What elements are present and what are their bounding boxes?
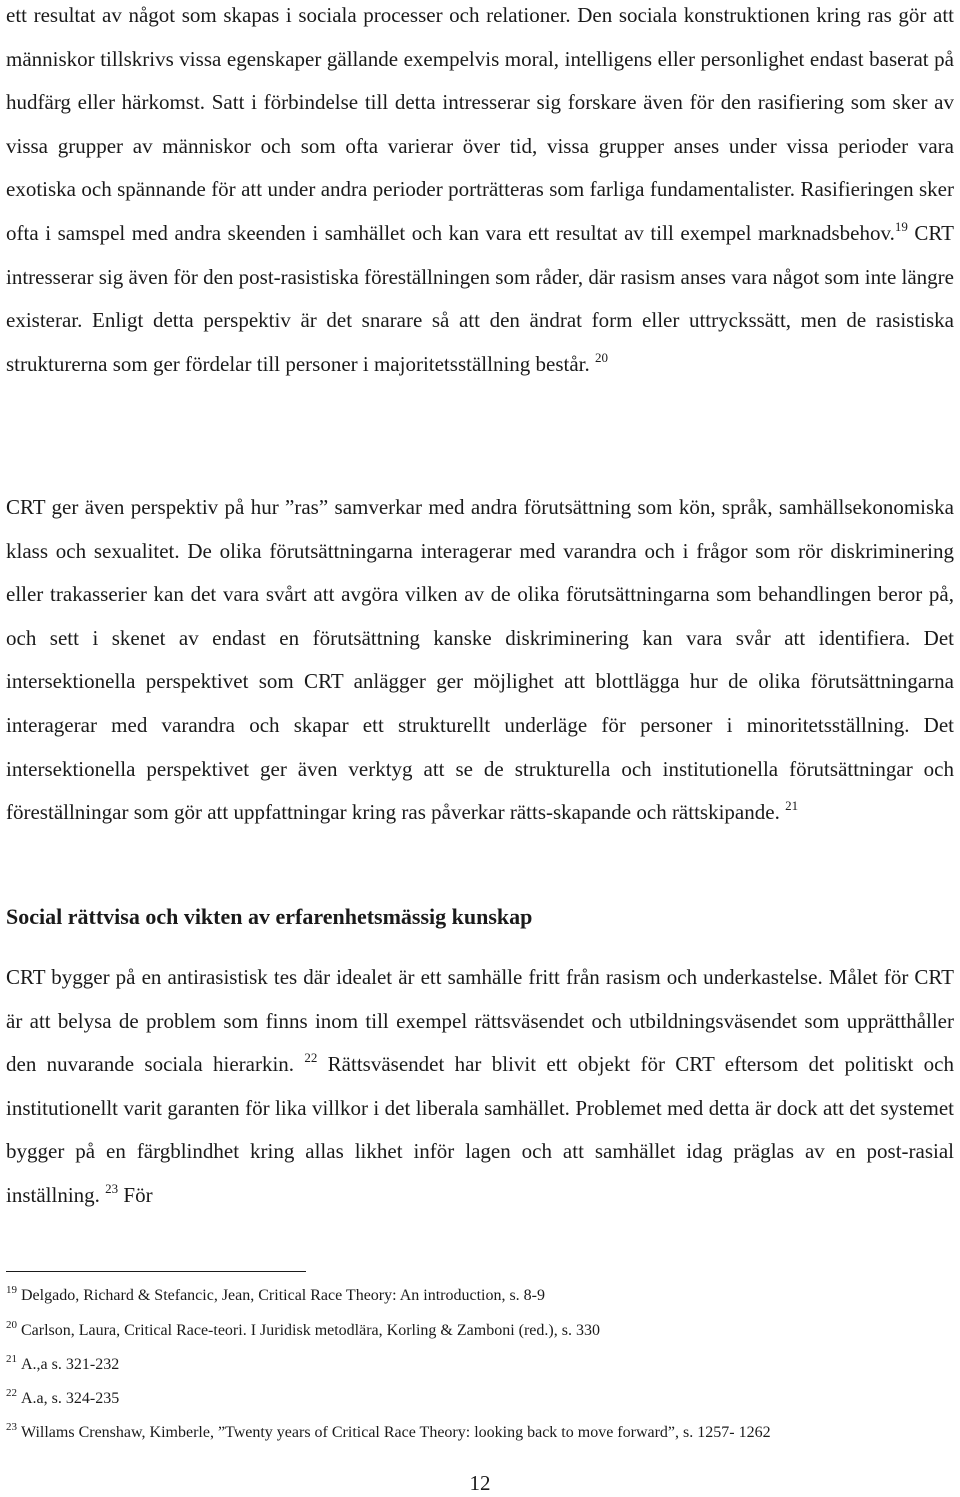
body-paragraph-3 xyxy=(6,956,954,1218)
footnote-ref-21[interactable]: 21 xyxy=(785,798,799,814)
paragraph-text: För xyxy=(118,1182,153,1207)
footnote-ref-19[interactable]: 19 xyxy=(894,218,908,234)
footnote-19 xyxy=(6,1286,954,1306)
body-paragraph-1 xyxy=(6,0,954,386)
footnote-number: 20 xyxy=(6,1319,17,1331)
footnote-text: Carlson, Laura, Critical Race-teori. I Juridisk metodlära, Korling & Zamboni (red.), s. 330 xyxy=(21,1322,600,1339)
body-paragraph-2 xyxy=(6,486,954,835)
footnote-number: 21 xyxy=(6,1353,17,1365)
footnote-23 xyxy=(6,1423,954,1443)
paragraph-text: CRT ger även perspektiv på hur ”ras” samverkar med andra förutsättning som kön, språk, samhällsekonomiska klass och sexualitet. De olika förutsättningarna interagerar med varandra och i frågor som rör diskriminering eller trakasserier kan det vara svårt att avgöra vilken av de olika förutsättningarna som behandlingen beror på, och sett i skenet av endast en förutsättning kanske diskriminering kan vara svår att identifiera. Det intersektionella perspektivet som CRT anlägger ger möjlighet att blottlägga hur de olika förutsättningarna interagerar med varandra och skapar ett strukturellt underläge för personer i minoritetsställning. Det intersektionella perspektivet ger även verktyg att se de strukturella och institutionella förutsättningar och föreställningar som gör att uppfattningar kring ras påverkar rätts-skapande och rättskipande. xyxy=(6,495,954,825)
paragraph-text: CRT intresserar sig även för den post-rasistiska föreställningen som råder, där rasism anses vara något som inte längre existerar. Enligt detta perspektiv är det snarare så att den ändrat form eller uttryckssätt, men de rasistiska strukturerna som ger fördelar till personer i majoritetsställning består. xyxy=(6,220,954,376)
footnote-ref-23[interactable]: 23 xyxy=(105,1180,119,1196)
footnote-separator xyxy=(6,1271,306,1272)
paragraph-text: CRT bygger på en antirasistisk tes där idealet är ett samhälle fritt från rasism och underkastelse. Målet för CRT är att belysa de problem som finns inom till exempel rättsväsendet och utbildningsväsendet som upprätthåller den nuvarande sociala hierarkin. xyxy=(6,965,954,1077)
footnote-text: A.a, s. 324-235 xyxy=(21,1390,120,1407)
section-heading: Social rättvisa och vikten av erfarenhetsmässig kunskap xyxy=(6,904,533,929)
footnote-text: Delgado, Richard & Stefancic, Jean, Critical Race Theory: An introduction, s. 8-9 xyxy=(21,1287,546,1304)
page-number: 12 xyxy=(469,1471,491,1495)
footnote-ref-22[interactable]: 22 xyxy=(304,1050,318,1066)
footnote-text: Willams Crenshaw, Kimberle, ”Twenty years of Critical Race Theory: looking back to move forward”, s. 1257- 1262 xyxy=(21,1424,771,1441)
footnote-22 xyxy=(6,1389,954,1409)
footnote-number: 19 xyxy=(6,1284,17,1296)
footnote-ref-20[interactable]: 20 xyxy=(595,349,609,365)
footnote-21 xyxy=(6,1355,954,1375)
paragraph-text: Rättsväsendet har blivit ett objekt för CRT eftersom det politiskt och institutionellt varit garanten för lika villkor i det liberala samhället. Problemet med detta är dock att det systemet bygger på en färgblindhet kring allas likhet inför lagen och att samhället idag präglas av en post-rasial inställning. xyxy=(6,1052,954,1207)
footnote-text: A.,a s. 321-232 xyxy=(21,1356,120,1373)
footnote-number: 23 xyxy=(6,1421,17,1433)
footnote-number: 22 xyxy=(6,1387,17,1399)
paragraph-text: ett resultat av något som skapas i sociala processer och relationer. Den sociala konstruktionen kring ras gör att människor tillskrivs vissa egenskaper gällande exempelvis moral, intelligens eller personlighet endast baserat på hudfärg eller härkomst. Satt i förbindelse till detta intresserar sig forskare även för den rasifiering som sker av vissa grupper av människor och som ofta varierar över tid, vissa grupper anses under vissa perioder vara exotiska och spännande för att under andra perioder porträtteras som farliga fundamentalister. Rasifieringen sker ofta i samspel med andra skeenden i samhället och kan vara ett resultat av till exempel marknadsbehov. xyxy=(6,3,954,245)
footnote-20 xyxy=(6,1321,954,1341)
